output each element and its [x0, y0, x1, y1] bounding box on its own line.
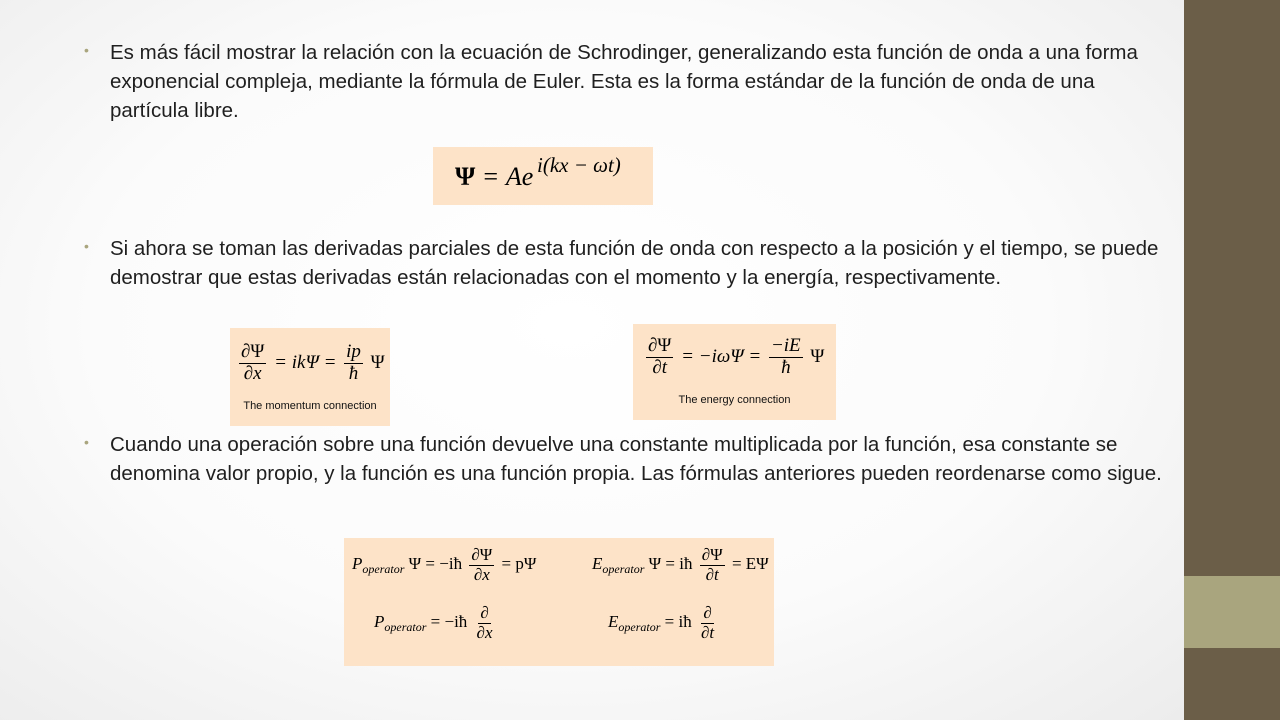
bullet-text: Es más fácil mostrar la relación con la ecuación de Schrodinger, generalizando esta función de onda a una forma exponencial compleja, mediante la fórmula de Euler. Esta es la forma estándar de la función de onda de una partícula libre.: [110, 41, 1138, 122]
partial-psi-x-fraction: $\frac{\partial\Psi}{\partial x}$: [241, 341, 265, 384]
momentum-connection-equation: $\frac{\partial\Psi}{\partial x}$ = ikΨ = $\frac{ip}{ħ}$ Ψ The momentum connection: [230, 328, 390, 426]
bullet-item-1: [84, 38, 1164, 125]
wave-function-equation: [433, 147, 653, 205]
bullet-icon: •: [84, 42, 89, 58]
p-operator-eigen-equation: $P_{operator}$ Ψ = −iħ $\frac{\partial\Psi}{\partial x}$ = pΨ: [352, 545, 537, 584]
sidebar-band-middle: [1184, 576, 1280, 648]
decorative-sidebar: [1184, 0, 1280, 720]
momentum-caption: The momentum connection: [243, 400, 377, 412]
energy-connection-equation: $\frac{\partial\Psi}{\partial t}$ = −iωΨ = $\frac{-iE}{ħ}$ Ψ The energy connection: [633, 324, 836, 420]
sidebar-band-top: [1184, 0, 1280, 576]
bullet-text: Si ahora se toman las derivadas parciales de esta función de onda con respecto a la posición y el tiempo, se puede demostrar que estas derivadas están relacionadas con el momento y la energía, respectivamente.: [110, 237, 1159, 289]
bullet-icon: •: [84, 434, 89, 450]
bullet-icon: •: [84, 238, 89, 254]
ip-over-hbar-fraction: $\frac{ip}{ħ}$: [346, 341, 361, 384]
psi-symbol: Ψ: [455, 162, 476, 191]
partial-psi-t-fraction: $\frac{\partial\Psi}{\partial t}$: [648, 335, 672, 378]
sidebar-band-bottom: [1184, 648, 1280, 720]
operators-equation: [344, 538, 774, 666]
e-operator-eigen-equation: $E_{operator}$ Ψ = iħ $\frac{\partial\Psi}{\partial t}$ = EΨ: [592, 545, 769, 584]
bullet-item-2: [84, 234, 1164, 292]
bullet-text: Cuando una operación sobre una función devuelve una constante multiplicada por la función, esa constante se denomina valor propio, y la función es una función propia. Las fórmulas anteriores pueden reordenarse como sigue.: [110, 433, 1162, 485]
minus-iE-over-hbar-fraction: $\frac{-iE}{ħ}$: [770, 335, 801, 378]
wave-rhs: = Ae: [481, 162, 534, 191]
e-operator-definition: $E_{operator}$ = iħ $\frac{\partial}{\partial t}$: [608, 603, 715, 642]
bullet-item-3: [84, 430, 1164, 488]
energy-caption: The energy connection: [678, 394, 791, 406]
wave-exponent: i(kx − ωt): [537, 153, 621, 177]
p-operator-definition: $P_{operator}$ = −iħ $\frac{\partial}{\partial x}$: [374, 603, 493, 642]
